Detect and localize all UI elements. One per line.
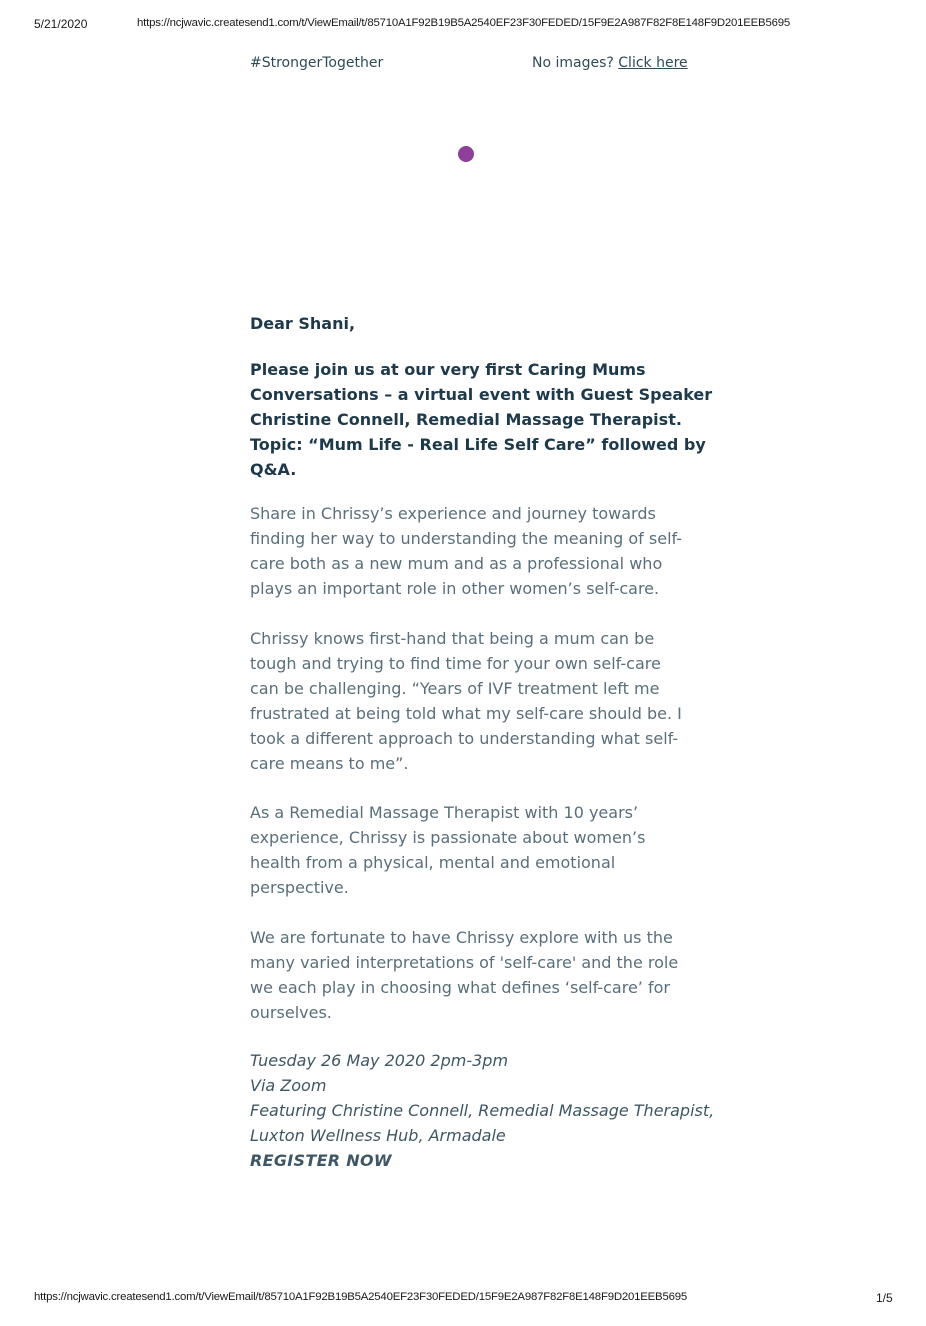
lead-line: Q&A. [250, 460, 297, 479]
paragraph-explore [250, 925, 680, 1025]
paragraph-line: care means to me”. [250, 754, 409, 773]
greeting: Dear Shani, [250, 314, 356, 333]
lead-line: Conversations – a virtual event with Guest Speaker [250, 385, 713, 404]
click-here-link[interactable]: Click here [618, 55, 688, 71]
lead-line: Please join us at our very first Caring Mums [250, 360, 646, 379]
print-footer-url[interactable]: https://ncjwavic.createsend1.com/t/ViewEmail/t/85710A1F92B19B5A2540EF23F30FEDED/15F9E2A987F82F8E148F9D201EEB5695 [34, 1291, 687, 1303]
event-date-time: Tuesday 26 May 2020 2pm-3pm [250, 1051, 509, 1070]
event-details [250, 1048, 715, 1173]
paragraph-line: ourselves. [250, 1003, 332, 1022]
paragraph-line: can be challenging. “Years of IVF treatment left me [250, 679, 660, 698]
invitation-lead [250, 357, 713, 482]
lead-line: Christine Connell, Remedial Massage Therapist. [250, 410, 682, 429]
paragraph-intro [250, 501, 683, 601]
register-now-link[interactable]: REGISTER NOW [250, 1151, 392, 1170]
no-images-label: No images? [532, 55, 614, 71]
paragraph-line: care both as a new mum and as a professional who [250, 554, 663, 573]
paragraph-quote [250, 626, 680, 776]
lead-line: Topic: “Mum Life - Real Life Self Care” followed by [250, 435, 706, 454]
print-date: 5/21/2020 [34, 17, 88, 31]
paragraph-line: finding her way to understanding the meaning of self- [250, 529, 683, 548]
image-placeholder-dot-icon [458, 146, 474, 162]
paragraph-line: frustrated at being told what my self-care should be. I [250, 704, 682, 723]
paragraph-line: perspective. [250, 878, 349, 897]
event-location: Luxton Wellness Hub, Armadale [250, 1126, 506, 1145]
print-header-url[interactable]: https://ncjwavic.createsend1.com/t/ViewEmail/t/85710A1F92B19B5A2540EF23F30FEDED/15F9E2A987F82F8E148F9D201EEB5695 [137, 17, 790, 29]
paragraph-line: As a Remedial Massage Therapist with 10 years’ [250, 803, 639, 822]
page-number: 1/5 [876, 1291, 893, 1305]
paragraph-experience [250, 800, 680, 900]
paragraph-line: Chrissy knows first-hand that being a mum can be [250, 629, 655, 648]
hashtag: #StrongerTogether [250, 55, 384, 71]
paragraph-line: We are fortunate to have Chrissy explore with us the [250, 928, 673, 947]
paragraph-line: plays an important role in other women’s self-care. [250, 579, 660, 598]
no-images-notice [532, 55, 688, 71]
event-platform: Via Zoom [250, 1076, 327, 1095]
paragraph-line: we each play in choosing what defines ‘self-care’ for [250, 978, 670, 997]
paragraph-line: Share in Chrissy’s experience and journey towards [250, 504, 656, 523]
paragraph-line: took a different approach to understanding what self- [250, 729, 679, 748]
paragraph-line: tough and trying to find time for your own self-care [250, 654, 661, 673]
paragraph-line: health from a physical, mental and emotional [250, 853, 616, 872]
paragraph-line: experience, Chrissy is passionate about women’s [250, 828, 646, 847]
event-speaker: Featuring Christine Connell, Remedial Massage Therapist, [250, 1101, 715, 1120]
paragraph-line: many varied interpretations of 'self-care' and the role [250, 953, 679, 972]
